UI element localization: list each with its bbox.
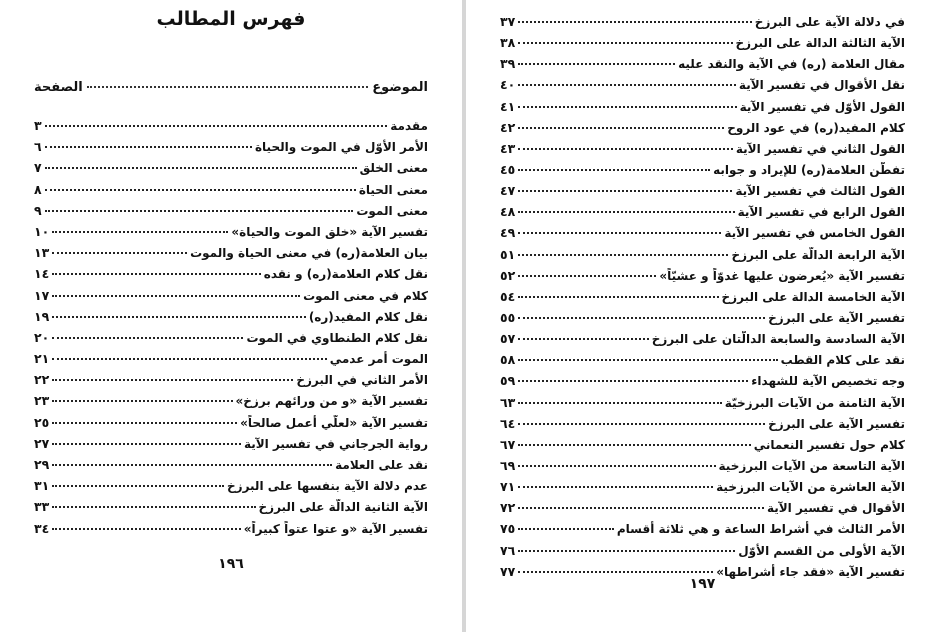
toc-entry-title: الآية الثالثة الدالة على البرزخ bbox=[735, 36, 905, 51]
toc-entry-page: ٤٣ bbox=[500, 140, 516, 156]
toc-entry-page: ٤٠ bbox=[500, 77, 516, 93]
dot-leader bbox=[518, 127, 724, 129]
toc-entry-title: مقدمة bbox=[390, 119, 428, 133]
toc-entry-title: نقد على العلامة bbox=[335, 458, 428, 472]
dot-leader bbox=[518, 232, 721, 234]
toc-entry bbox=[500, 268, 905, 289]
toc-entry-page: ٨ bbox=[34, 181, 42, 197]
dot-leader bbox=[518, 486, 713, 488]
toc-entry bbox=[34, 118, 428, 139]
toc-entry bbox=[34, 478, 428, 499]
dot-leader bbox=[518, 169, 710, 171]
toc-entry bbox=[34, 499, 428, 520]
dot-leader bbox=[518, 63, 675, 65]
toc-entry bbox=[500, 56, 905, 77]
toc-entry-page: ١٠ bbox=[34, 223, 50, 239]
page-196 bbox=[0, 0, 462, 632]
dot-leader bbox=[518, 296, 718, 298]
toc-entry-page: ٥١ bbox=[500, 246, 516, 262]
dot-leader bbox=[518, 402, 722, 404]
dot-leader bbox=[52, 464, 332, 466]
toc-entry-title: نقل كلام المفيد(ره) bbox=[308, 309, 428, 324]
column-header bbox=[34, 80, 428, 100]
toc-entry-page: ٣٣ bbox=[34, 499, 50, 515]
toc-entry bbox=[34, 330, 428, 351]
toc-entry bbox=[34, 288, 428, 309]
toc-entry-title: عدم دلالة الآية بنفسها على البرزخ bbox=[227, 479, 428, 494]
toc-entry bbox=[34, 521, 428, 542]
toc-entry-page: ٢٩ bbox=[34, 457, 50, 472]
toc-entry-title: الآية الرابعة الدالّة على البرزخ bbox=[731, 247, 905, 262]
dot-leader bbox=[518, 507, 764, 509]
toc-entry-title: نقل كلام العلامة(ره) و نقده bbox=[263, 267, 428, 282]
toc-entry bbox=[34, 415, 428, 436]
toc-entry-page: ٢٥ bbox=[34, 414, 50, 430]
toc-entry bbox=[34, 436, 428, 457]
toc-entry-title: نقل كلام الطنطاوي في الموت bbox=[246, 330, 428, 345]
dot-leader bbox=[52, 379, 293, 381]
page-title: فهرس المطالب bbox=[156, 8, 306, 30]
toc-entry-title: الآية العاشرة من الآيات البرزخية bbox=[716, 480, 905, 495]
toc-entry-title: تفسير الآية «فقد جاء أشراطها» bbox=[716, 564, 905, 579]
toc-entry-page: ٣١ bbox=[34, 478, 50, 494]
toc-entry bbox=[500, 416, 905, 437]
toc-entry bbox=[500, 458, 905, 479]
dot-leader bbox=[518, 317, 765, 319]
toc-entry bbox=[34, 309, 428, 330]
toc-entry bbox=[34, 457, 428, 478]
dot-leader bbox=[518, 254, 728, 256]
toc-entry-page: ٣٧ bbox=[500, 14, 516, 29]
toc-entry-page: ١٧ bbox=[34, 287, 50, 303]
toc-entry-title: الأمر الثاني في البرزخ bbox=[296, 373, 428, 388]
toc-entry-page: ٤٥ bbox=[500, 161, 516, 177]
toc-entry bbox=[500, 395, 905, 416]
dot-leader bbox=[52, 316, 306, 318]
toc-entry-page: ٧٥ bbox=[500, 521, 516, 537]
dot-leader bbox=[518, 423, 765, 425]
toc-entry-title: كلام في معنى الموت bbox=[303, 288, 428, 303]
toc-entry-page: ٢٧ bbox=[34, 435, 50, 451]
toc-entry bbox=[34, 393, 428, 414]
dot-leader bbox=[52, 273, 260, 275]
dot-leader bbox=[52, 485, 224, 487]
toc-entry bbox=[500, 310, 905, 331]
header-page: الصفحة bbox=[34, 80, 83, 95]
dot-leader bbox=[518, 42, 732, 44]
toc-entry bbox=[500, 373, 905, 394]
dot-leader bbox=[518, 528, 614, 530]
toc-entry-page: ١٩ bbox=[34, 308, 50, 324]
dot-leader bbox=[52, 506, 255, 508]
dot-leader bbox=[45, 210, 354, 212]
toc-entry-title: تفسير الآية «و من ورائهم برزخ» bbox=[235, 394, 428, 409]
toc-entry-page: ٥٥ bbox=[500, 309, 516, 325]
toc-entry-page: ٥٨ bbox=[500, 352, 516, 368]
toc-entry-title: الأمر الأوّل في الموت والحياة bbox=[254, 140, 428, 155]
toc-entry bbox=[500, 247, 905, 268]
toc-entry bbox=[34, 245, 428, 266]
toc-entry-title: الآية التاسعة من الآيات البرزخية bbox=[718, 458, 905, 473]
toc-entry-title: تفسير الآية «يُعرضون عليها غدوّاً و عشيّاً» bbox=[659, 268, 905, 283]
toc-entry-page: ٥٧ bbox=[500, 331, 516, 347]
dot-leader bbox=[518, 338, 648, 340]
toc-entry-page: ٤٧ bbox=[500, 183, 516, 199]
dot-leader bbox=[45, 167, 357, 169]
toc-entry bbox=[500, 183, 905, 204]
dot-leader bbox=[518, 148, 733, 150]
page-number: ١٩٦ bbox=[218, 556, 244, 572]
toc-entry-title: تفسير الآية «لعلّي أعمل صالحاً» bbox=[240, 415, 428, 430]
dot-leader bbox=[518, 380, 748, 382]
toc-entry-title: وجه تخصيص الآية للشهداء bbox=[751, 374, 905, 389]
dot-leader bbox=[52, 400, 232, 402]
toc-entry-title: معنى الخلق bbox=[359, 161, 428, 176]
toc-entry bbox=[500, 289, 905, 310]
toc-entry-page: ٥٤ bbox=[500, 288, 516, 304]
toc-entry-title: القول الثالث في تفسير الآية bbox=[735, 184, 905, 199]
toc-entry bbox=[500, 120, 905, 141]
toc-entry-title: تفسير الآية «و عتوا عتواً كبيراً» bbox=[243, 521, 428, 536]
toc-entry-page: ٦٧ bbox=[500, 436, 516, 452]
toc-entry-page: ٧٢ bbox=[500, 500, 516, 516]
dot-leader bbox=[518, 571, 713, 573]
dot-leader bbox=[52, 422, 237, 424]
dot-leader bbox=[518, 211, 734, 213]
toc-entry-page: ٤٨ bbox=[500, 204, 516, 220]
toc-entry-page: ٩ bbox=[34, 202, 42, 218]
toc-entry bbox=[500, 543, 905, 564]
dot-leader bbox=[52, 337, 243, 339]
toc-entry bbox=[500, 500, 905, 521]
toc-entry-page: ٢٢ bbox=[34, 372, 50, 388]
toc-entry-title: الموت أمر عدمي bbox=[329, 352, 428, 367]
toc-entry-page: ٦ bbox=[34, 139, 42, 155]
dot-leader bbox=[52, 528, 241, 530]
toc-entry-page: ٦٣ bbox=[500, 394, 516, 410]
toc-entry-title: الآية الخامسة الدالة على البرزخ bbox=[721, 289, 905, 304]
toc-entry-title: كلام المفيد(ره) في عود الروح bbox=[727, 120, 905, 135]
dot-leader bbox=[518, 21, 752, 23]
toc-entry bbox=[500, 479, 905, 500]
toc-entry bbox=[500, 521, 905, 542]
toc-entry-page: ٣٤ bbox=[34, 520, 50, 536]
header-topic: الموضوع bbox=[372, 80, 428, 95]
toc-entry-title: الآية الأولى من القسم الأوّل bbox=[738, 543, 905, 558]
dot-leader bbox=[518, 275, 656, 277]
dot-leader bbox=[518, 84, 736, 86]
dot-leader bbox=[45, 125, 388, 127]
toc-entry bbox=[500, 162, 905, 183]
toc-entry-title: الأمر الثالث في أشراط الساعة و هي ثلاثة أقسام bbox=[616, 522, 905, 537]
toc-entry-page: ٤١ bbox=[500, 98, 516, 114]
toc-entry-title: كلام حول تفسير النعماني bbox=[753, 437, 905, 452]
dot-leader bbox=[52, 231, 228, 233]
toc-entry-title: الأقوال في تفسير الآية bbox=[766, 501, 905, 516]
toc-entry bbox=[500, 141, 905, 162]
dot-leader bbox=[518, 550, 735, 552]
toc-entry bbox=[34, 266, 428, 287]
toc-entry bbox=[34, 351, 428, 372]
toc-entry-title: تفسير الآية على البرزخ bbox=[768, 310, 905, 325]
dot-leader bbox=[45, 146, 252, 148]
toc-entry-page: ٥٢ bbox=[500, 267, 516, 283]
toc-entry-page: ٧٦ bbox=[500, 542, 516, 558]
toc-entry-title: بيان العلامة(ره) في معنى الحياة والموت bbox=[190, 246, 428, 261]
toc-entry bbox=[500, 225, 905, 246]
toc-entry-page: ٢١ bbox=[34, 351, 50, 367]
page-number: ١٩٧ bbox=[689, 576, 716, 592]
toc-entry-title: نقد على كلام القطب bbox=[780, 353, 905, 368]
toc-entry-page: ٦٤ bbox=[500, 415, 516, 431]
toc-entry-title: تفسير الآية على البرزخ bbox=[768, 416, 905, 431]
toc-entry-page: ٢٠ bbox=[34, 329, 50, 345]
toc-entry-page: ١٣ bbox=[34, 245, 50, 261]
dot-leader bbox=[518, 106, 736, 108]
toc-entry bbox=[34, 224, 428, 245]
dot-leader bbox=[45, 189, 356, 191]
toc-entry-page: ٧ bbox=[34, 160, 42, 176]
toc-entry-page: ٥٩ bbox=[500, 373, 516, 389]
toc-entry bbox=[500, 437, 905, 458]
toc-entry-page: ٤٢ bbox=[500, 119, 516, 135]
dot-leader bbox=[52, 443, 241, 445]
toc-entry-title: معنى الموت bbox=[356, 203, 428, 218]
toc-entry-page: ٢٣ bbox=[34, 393, 50, 409]
toc-entry bbox=[500, 14, 905, 35]
toc-entry bbox=[500, 99, 905, 120]
toc-entry bbox=[34, 160, 428, 181]
dot-leader bbox=[518, 465, 715, 467]
toc-entry-title: مقال العلامة (ره) في الآية والنقد عليه bbox=[678, 57, 905, 72]
dot-leader bbox=[518, 359, 777, 361]
toc-entry-page: ٧١ bbox=[500, 479, 516, 495]
toc-entry bbox=[34, 139, 428, 160]
toc-entry-page: ٣٩ bbox=[500, 56, 516, 72]
toc-entry-title: تفسير الآية «خلق الموت والحياة» bbox=[231, 224, 428, 239]
toc-entry bbox=[500, 77, 905, 98]
toc-entry bbox=[500, 35, 905, 56]
toc-list-left bbox=[34, 118, 428, 542]
dot-leader bbox=[52, 252, 187, 254]
toc-entry-title: الآية الثامنة من الآيات البرزخيّة bbox=[724, 395, 905, 410]
dot-leader bbox=[52, 295, 300, 297]
toc-entry bbox=[500, 331, 905, 352]
dot-leader bbox=[518, 444, 751, 446]
toc-entry-title: نقل الأقوال في تفسير الآية bbox=[738, 78, 905, 93]
toc-entry-page: ١٤ bbox=[34, 266, 50, 282]
toc-entry bbox=[500, 352, 905, 373]
toc-entry-title: القول الأوّل في تفسير الآية bbox=[739, 99, 905, 114]
dot-leader bbox=[52, 358, 326, 360]
toc-entry-title: رواية الجرجاني في تفسير الآية bbox=[243, 436, 428, 451]
dot-leader bbox=[518, 190, 732, 192]
toc-entry-title: القول الرابع في تفسير الآية bbox=[737, 205, 905, 220]
toc-entry-page: ٣٨ bbox=[500, 35, 516, 51]
toc-entry bbox=[500, 204, 905, 225]
page-197 bbox=[466, 0, 939, 632]
toc-entry-page: ٣ bbox=[34, 118, 42, 133]
dot-leader bbox=[87, 86, 368, 88]
toc-entry bbox=[34, 372, 428, 393]
toc-list-right bbox=[500, 14, 905, 585]
toc-entry-title: تفطّن العلامة(ره) للإيراد و جوابه bbox=[713, 162, 905, 177]
toc-entry-page: ٦٩ bbox=[500, 457, 516, 473]
toc-entry-title: القول الخامس في تفسير الآية bbox=[724, 226, 905, 241]
toc-entry-page: ٤٩ bbox=[500, 225, 516, 241]
toc-entry-title: القول الثاني في تفسير الآية bbox=[735, 141, 905, 156]
toc-entry-page: ٧٧ bbox=[500, 563, 516, 579]
toc-entry-title: في دلالة الآية على البرزخ bbox=[754, 15, 905, 29]
toc-entry bbox=[34, 203, 428, 224]
toc-entry-title: الآية السادسة والسابعة الدالّتان على البرزخ bbox=[651, 332, 905, 347]
toc-entry bbox=[34, 182, 428, 203]
toc-entry-title: الآية الثانية الدالّة على البرزخ bbox=[258, 500, 428, 515]
toc-entry-title: معنى الحياة bbox=[358, 182, 428, 197]
